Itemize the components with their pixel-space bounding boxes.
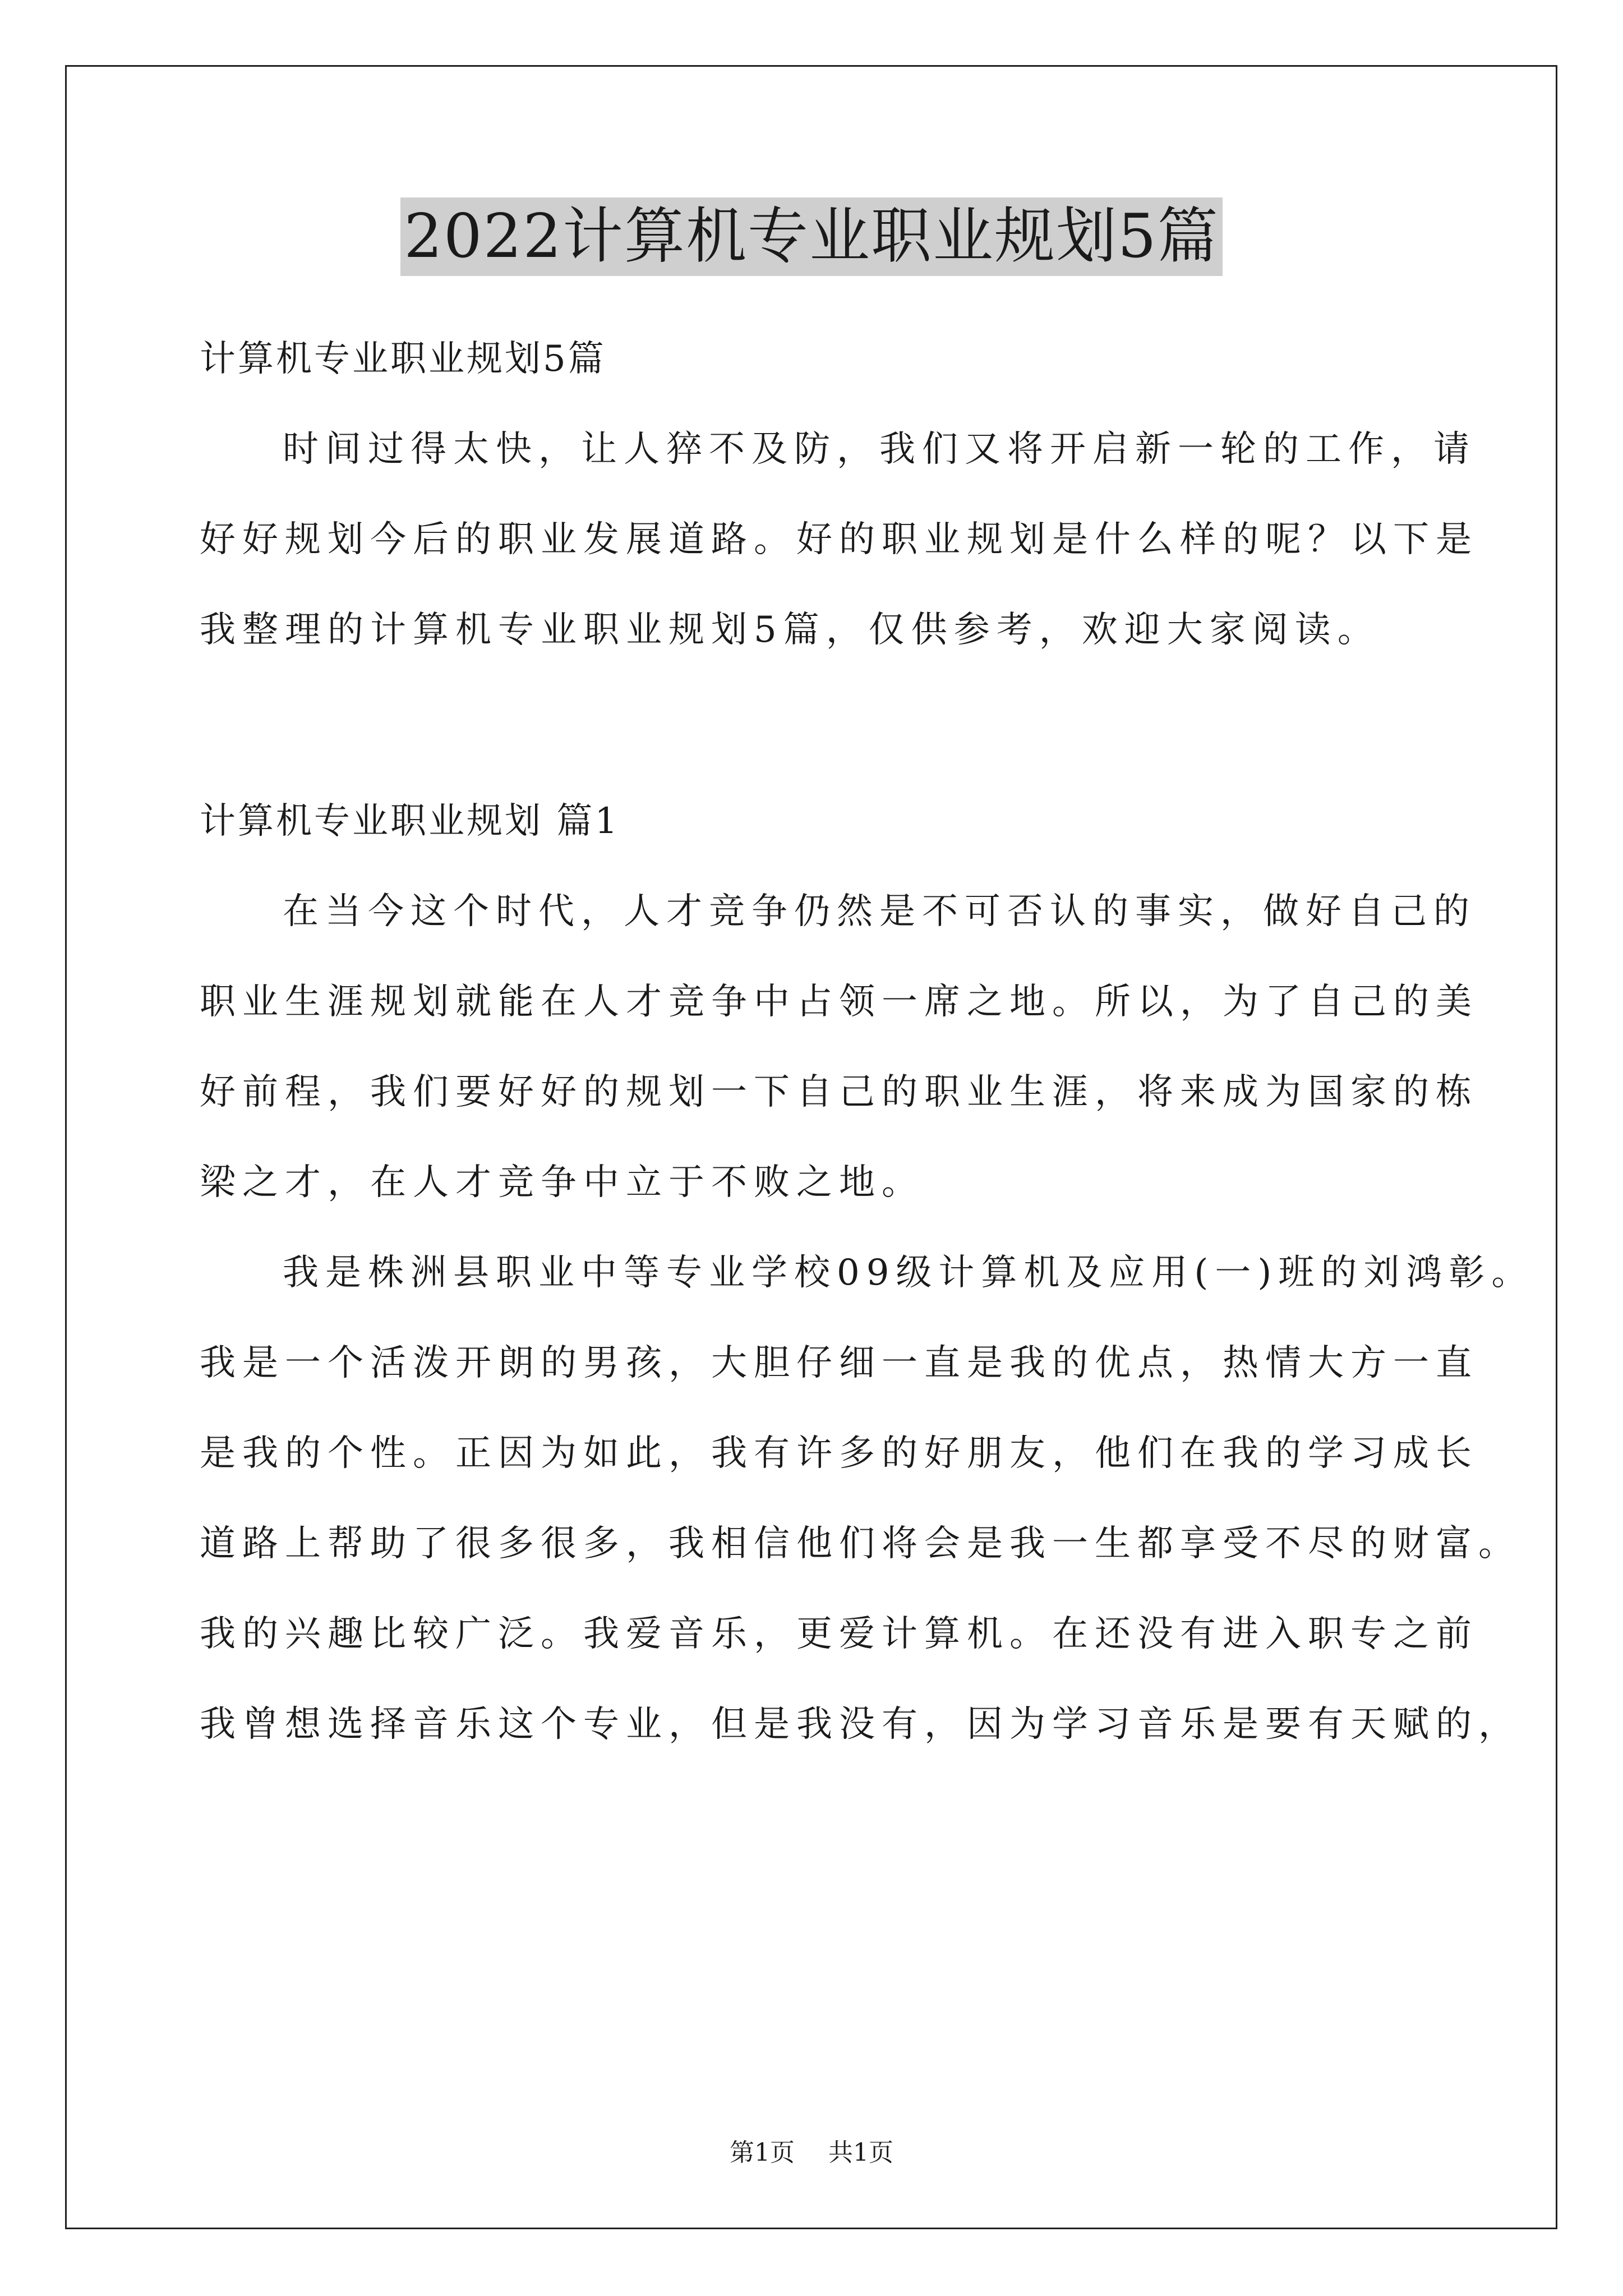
paragraph-line: 我是株洲县职业中等专业学校09级计算机及应用(一)班的刘鸿彰。 [283,1252,1534,1294]
paragraph-line: 我的兴趣比较广泛。我爱音乐，更爱计算机。在还没有进入职专之前 [200,1613,1478,1655]
paragraph-line: 我是一个活泼开朗的男孩，大胆仔细一直是我的优点，热情大方一直 [200,1342,1478,1384]
intro-line: 我整理的计算机专业职业规划5篇，仅供参考，欢迎大家阅读。 [200,609,1380,651]
page-footer [0,2136,1623,2170]
paragraph-line: 我曾想选择音乐这个专业，但是我没有，因为学习音乐是要有天赋的， [200,1704,1521,1745]
intro-line: 好好规划今后的职业发展道路。好的职业规划是什么样的呢？以下是 [200,519,1478,560]
document-title [0,197,1623,276]
document-body [200,314,1534,1770]
document-title-text: 2022计算机专业职业规划5篇 [400,197,1223,276]
page-total: 共1页 [828,2138,893,2167]
paragraph-line: 梁之才，在人才竞争中立于不败之地。 [200,1162,924,1203]
paragraph-line: 好前程，我们要好好的规划一下自己的职业生涯，将来成为国家的栋 [200,1071,1478,1113]
document-subtitle: 计算机专业职业规划5篇 [200,338,606,380]
paragraph-line: 在当今这个时代，人才竞争仍然是不可否认的事实，做好自己的 [283,891,1476,932]
paragraph-line: 是我的个性。正因为如此，我有许多的好朋友，他们在我的学习成长 [200,1433,1478,1474]
section-gap [200,675,1433,776]
intro-line: 时间过得太快，让人猝不及防，我们又将开启新一轮的工作，请 [283,429,1476,470]
paragraph-line: 职业生涯规划就能在人才竞争中占领一席之地。所以，为了自己的美 [200,981,1478,1023]
page-number: 第1页 [730,2138,795,2167]
paragraph-line: 道路上帮助了很多很多，我相信他们将会是我一生都享受不尽的财富。 [200,1523,1521,1565]
section-heading: 计算机专业职业规划 篇1 [200,800,620,842]
